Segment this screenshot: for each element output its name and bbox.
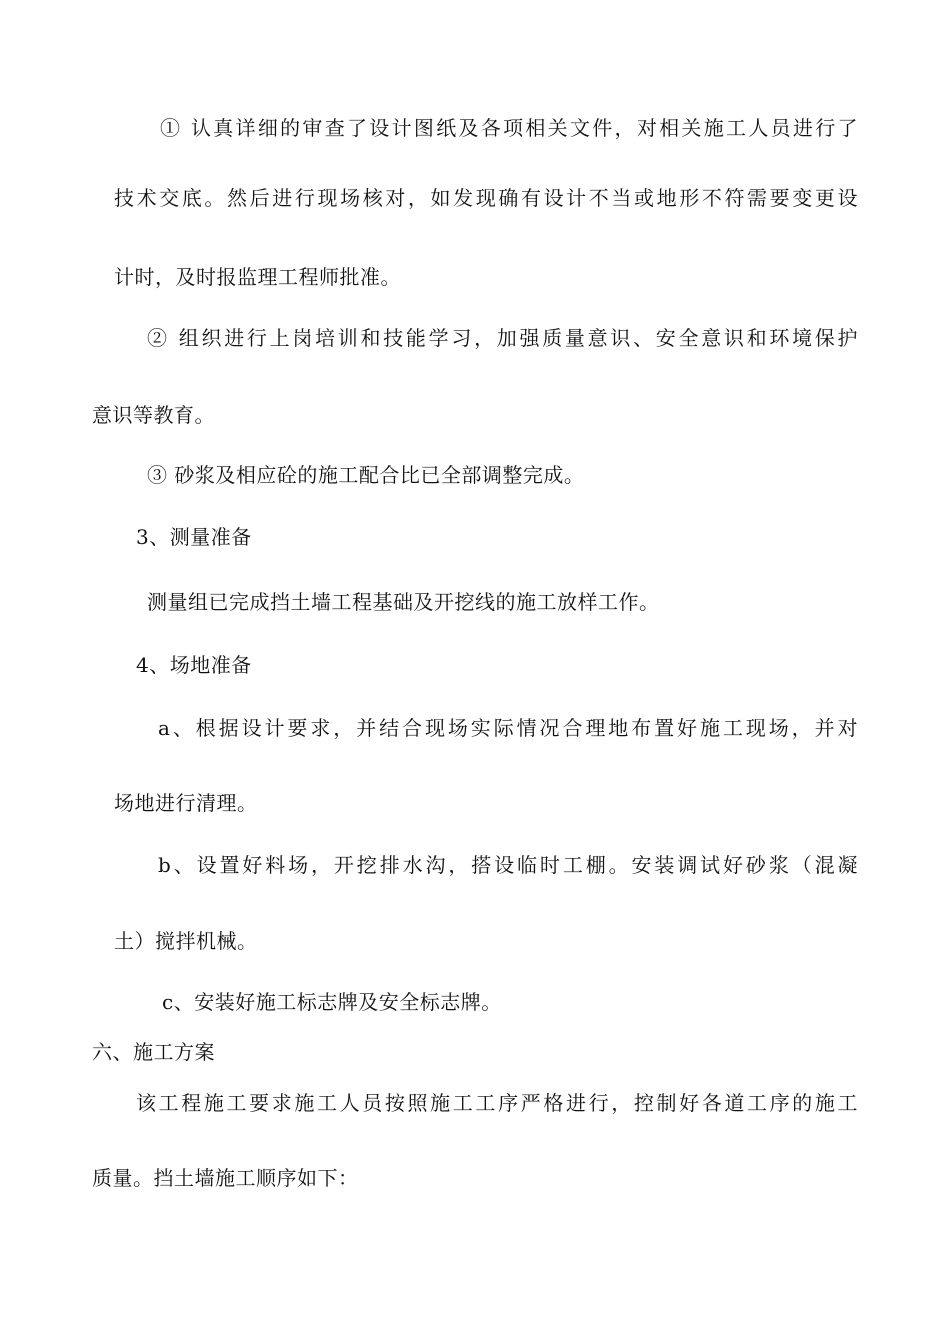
text-line: 计时，及时报监理工程师批准。	[114, 265, 401, 289]
section-heading: 3、测量准备	[136, 525, 252, 549]
text-line: 意识等教育。	[92, 403, 215, 427]
text-line: b、设置好料场，开挖排水沟，搭设临时工棚。安装调试好砂浆（混凝	[158, 853, 858, 877]
text-line: ① 认真详细的审查了设计图纸及各项相关文件，对相关施工人员进行了	[160, 116, 858, 140]
text-line: 质量。挡土墙施工顺序如下：	[92, 1166, 359, 1190]
text-line: 土）搅拌机械。	[114, 929, 258, 953]
text-line: 该工程施工要求施工人员按照施工工序严格进行，控制好各道工序的施工	[136, 1091, 858, 1115]
section-heading: 4、场地准备	[136, 653, 252, 677]
text-line: a、根据设计要求，并结合现场实际情况合理地布置好施工现场，并对	[158, 716, 858, 740]
text-line: c、安装好施工标志牌及安全标志牌。	[162, 990, 502, 1014]
text-line: 场地进行清理。	[114, 791, 258, 815]
text-line: ② 组织进行上岗培训和技能学习，加强质量意识、安全意识和环境保护	[147, 326, 858, 350]
section-heading: 六、施工方案	[92, 1040, 215, 1064]
text-line: ③ 砂浆及相应砼的施工配合比已全部调整完成。	[147, 463, 585, 487]
text-line: 技术交底。然后进行现场核对，如发现确有设计不当或地形不符需要变更设	[114, 186, 858, 210]
text-line: 测量组已完成挡土墙工程基础及开挖线的施工放样工作。	[147, 590, 660, 614]
